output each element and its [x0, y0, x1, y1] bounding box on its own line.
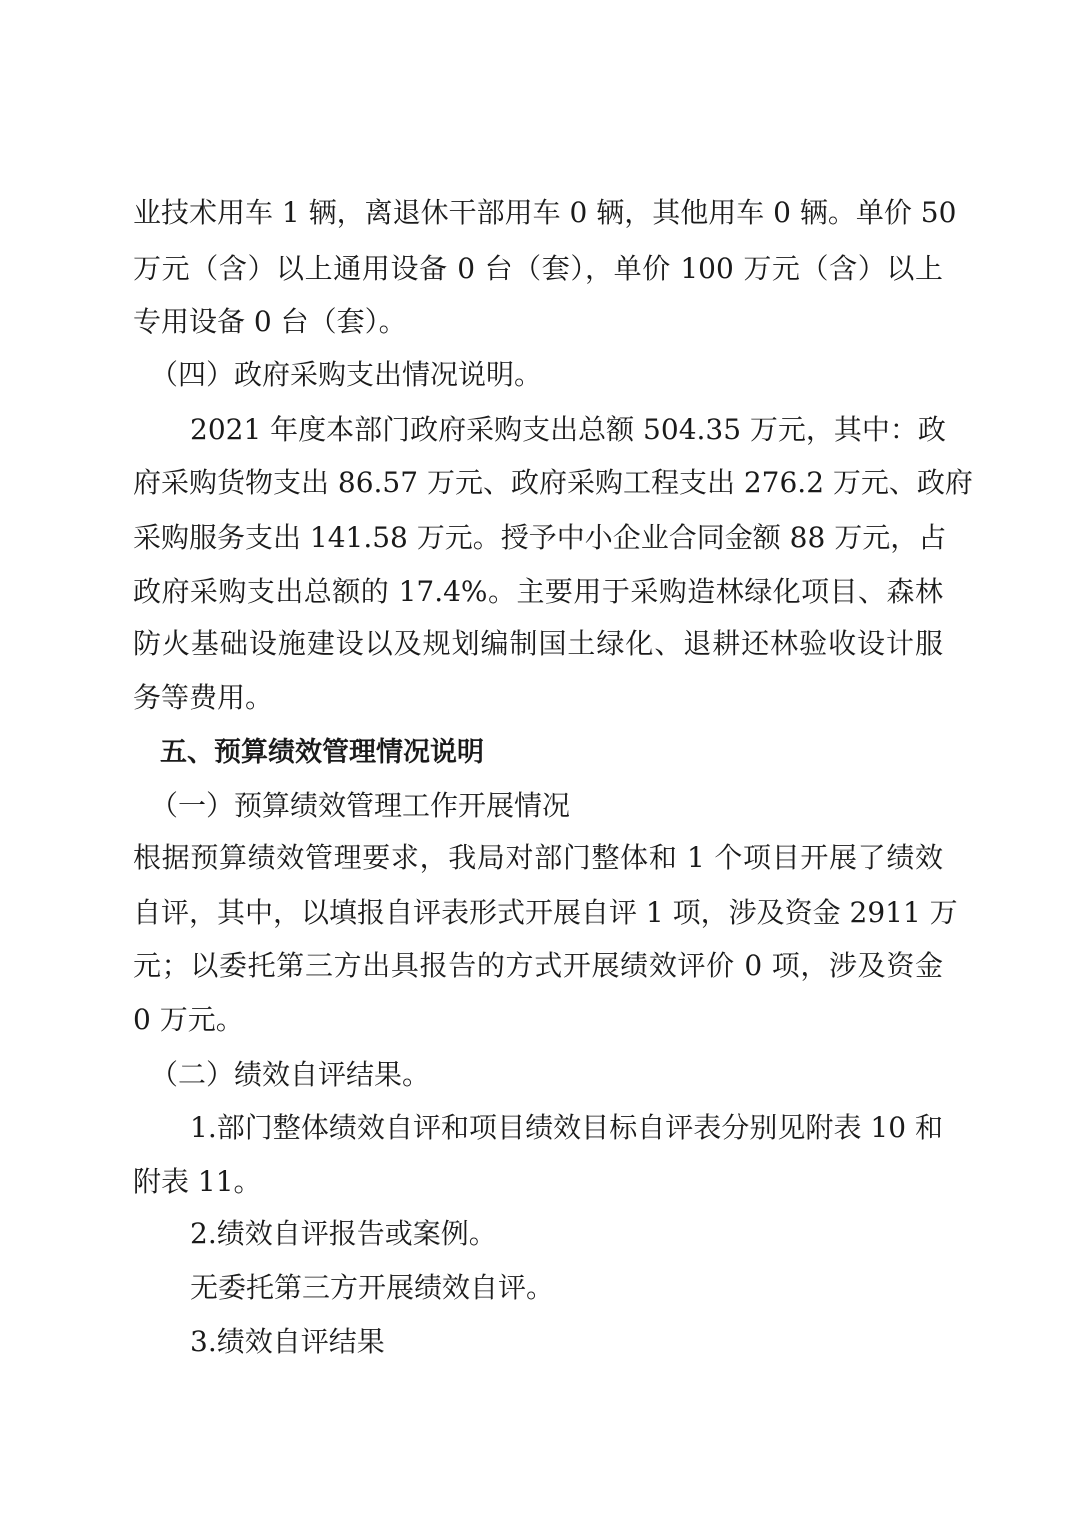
paragraph-line: 1.部门整体绩效自评和项目绩效目标自评表分别见附表 10 和 — [190, 1111, 943, 1144]
section-subheading: （二）绩效自评结果。 — [150, 1058, 431, 1091]
paragraph-line: 3.绩效自评结果 — [190, 1325, 385, 1358]
paragraph-line: 府采购货物支出 86.57 万元、政府采购工程支出 276.2 万元、政府 — [133, 466, 973, 499]
paragraph-line: 政府采购支出总额的 17.4%。主要用于采购造林绿化项目、森林 — [133, 575, 943, 608]
paragraph-line: 无委托第三方开展绩效自评。 — [190, 1271, 555, 1304]
paragraph-line: 元；以委托第三方出具报告的方式开展绩效评价 0 项，涉及资金 — [133, 949, 943, 982]
paragraph-line: 2021 年度本部门政府采购支出总额 504.35 万元，其中：政 — [190, 413, 946, 446]
paragraph-line: 自评，其中，以填报自评表形式开展自评 1 项，涉及资金 2911 万 — [133, 896, 958, 929]
paragraph-line: 0 万元。 — [133, 1003, 244, 1036]
paragraph-line: 万元（含）以上通用设备 0 台（套），单价 100 万元（含）以上 — [133, 252, 943, 285]
section-subheading: （一）预算绩效管理工作开展情况 — [150, 789, 571, 822]
section-heading: 五、预算绩效管理情况说明 — [160, 737, 484, 768]
paragraph-line: 防火基础设施建设以及规划编制国土绿化、退耕还林验收设计服 — [133, 627, 943, 660]
section-subheading: （四）政府采购支出情况说明。 — [150, 358, 543, 391]
paragraph-line: 务等费用。 — [133, 681, 274, 714]
paragraph-line: 专用设备 0 台（套）。 — [133, 305, 407, 338]
paragraph-line: 根据预算绩效管理要求，我局对部门整体和 1 个项目开展了绩效 — [133, 841, 943, 874]
paragraph-line: 2.绩效自评报告或案例。 — [190, 1217, 497, 1250]
paragraph-line: 附表 11。 — [133, 1165, 262, 1198]
paragraph-line: 业技术用车 1 辆，离退休干部用车 0 辆，其他用车 0 辆。单价 50 — [133, 196, 957, 229]
paragraph-line: 采购服务支出 141.58 万元。授予中小企业合同金额 88 万元，占 — [133, 521, 947, 554]
